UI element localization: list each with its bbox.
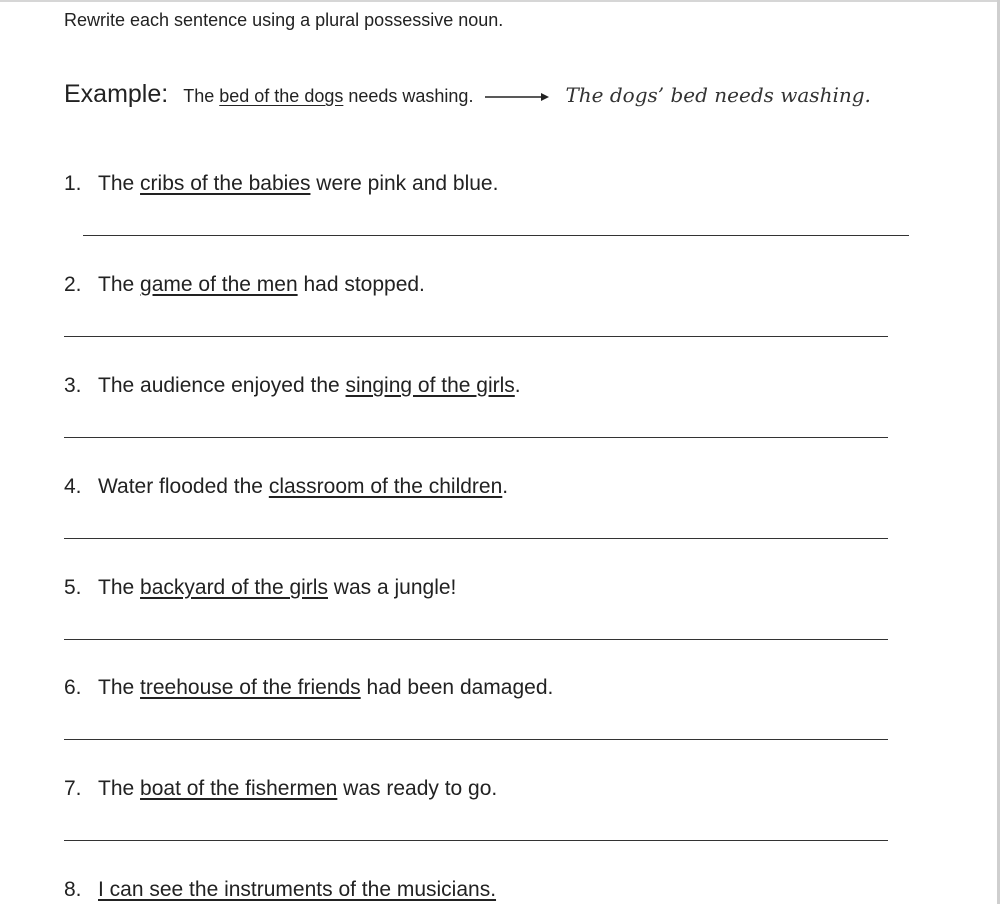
item-text-pre: The [98, 172, 141, 195]
exercise-item-3 [64, 374, 521, 398]
exercise-item-6 [64, 676, 553, 700]
instruction-text: Rewrite each sentence using a plural possessive noun. [64, 10, 504, 30]
page-top-border [0, 0, 1000, 2]
item-underlined-phrase: treehouse of the friends [140, 676, 361, 699]
item-number: 6. [64, 676, 82, 699]
item-number: 1. [64, 172, 82, 195]
exercise-item-2 [64, 273, 425, 297]
example-row [64, 80, 871, 109]
item-text-post: was ready to go. [337, 777, 498, 800]
example-pre: The [183, 86, 220, 106]
answer-line-5[interactable] [64, 639, 888, 640]
example-underlined-phrase: bed of the dogs [219, 86, 344, 106]
example-answer: The dogs’ bed needs washing. [565, 83, 871, 107]
exercise-item-7 [64, 777, 497, 801]
item-underlined-phrase: singing of the girls [345, 374, 515, 397]
item-text-post: . [502, 475, 509, 498]
item-text-post: was a jungle! [327, 576, 457, 599]
item-text-post: had stopped. [297, 273, 425, 296]
item-underlined-phrase: backyard of the girls [140, 576, 328, 599]
item-text-pre: The audience enjoyed the [98, 374, 346, 397]
item-number: 5. [64, 576, 82, 599]
answer-line-7[interactable] [64, 840, 888, 841]
exercise-item-8 [64, 878, 496, 902]
item-text-pre: The [98, 676, 141, 699]
item-underlined-phrase: I can see the instruments of the musicians. [98, 878, 497, 901]
arrow-right-icon [485, 91, 549, 103]
item-number: 8. [64, 878, 82, 901]
item-text-pre: The [98, 576, 141, 599]
item-underlined-phrase: game of the men [140, 273, 298, 296]
exercise-item-5 [64, 576, 456, 600]
answer-line-1[interactable] [83, 235, 909, 236]
example-post: needs washing. [343, 86, 474, 106]
item-number: 2. [64, 273, 82, 296]
example-sentence [183, 86, 473, 107]
exercise-item-1 [64, 172, 498, 196]
answer-line-6[interactable] [64, 739, 888, 740]
item-number: 3. [64, 374, 82, 397]
answer-line-3[interactable] [64, 437, 888, 438]
item-text-post: . [514, 374, 521, 397]
example-label: Example: [64, 80, 169, 108]
item-text-pre: Water flooded the [98, 475, 269, 498]
item-text-post: were pink and blue. [310, 172, 499, 195]
item-text-post: had been damaged. [360, 676, 554, 699]
exercise-item-4 [64, 475, 508, 499]
item-text-pre: The [98, 273, 141, 296]
item-number: 7. [64, 777, 82, 800]
item-number: 4. [64, 475, 82, 498]
item-underlined-phrase: cribs of the babies [140, 172, 311, 195]
answer-line-2[interactable] [64, 336, 888, 337]
answer-line-4[interactable] [64, 538, 888, 539]
item-underlined-phrase: classroom of the children [268, 475, 503, 498]
item-text-pre: The [98, 777, 141, 800]
item-underlined-phrase: boat of the fishermen [140, 777, 338, 800]
